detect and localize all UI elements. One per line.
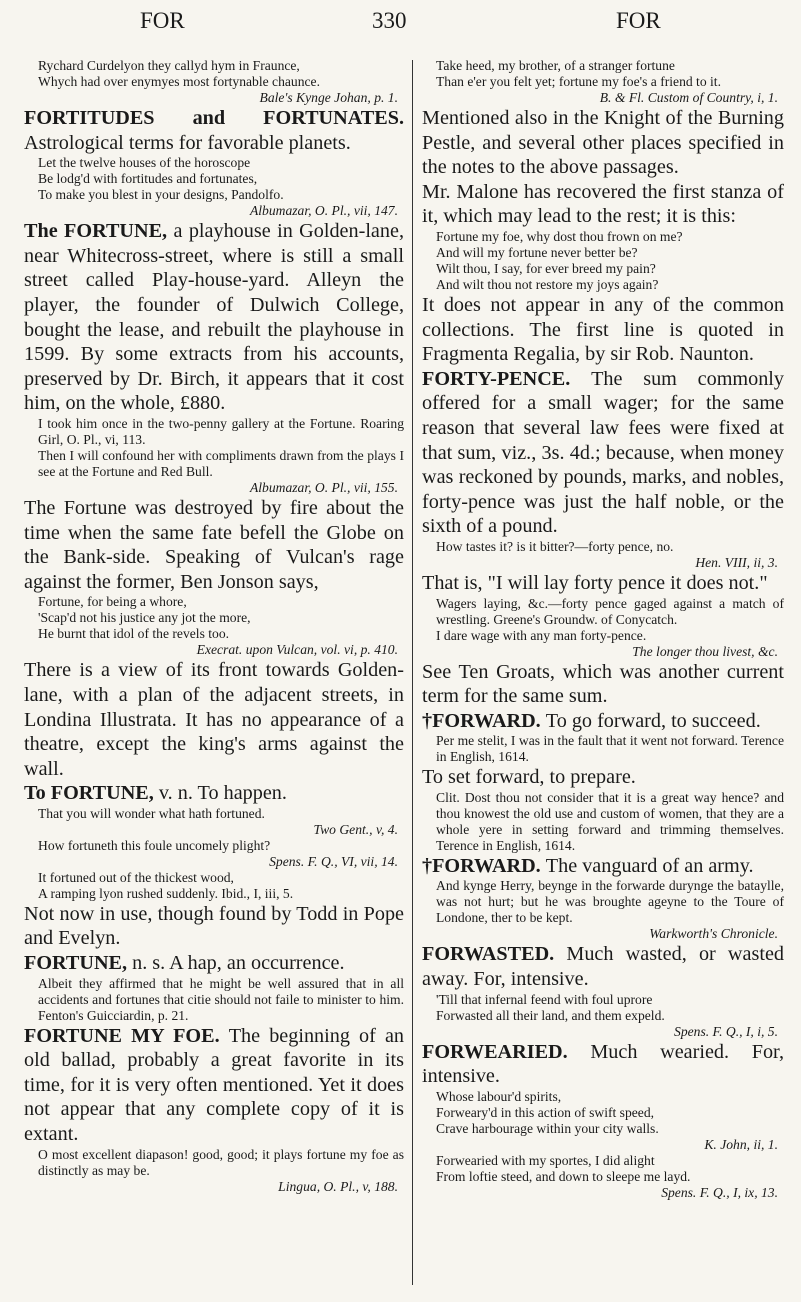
page-number: 330 — [372, 8, 407, 33]
quotation-line: O most excellent diapason! good, good; it plays fortune my foe as distinctly as may be. — [38, 1146, 404, 1178]
entry-headword: †FORWARD. — [422, 854, 546, 877]
quotation-line: Rychard Curdelyon they callyd hym in Fraunce, — [38, 58, 300, 73]
citation: The longer thou livest, &c. — [632, 643, 778, 659]
entry-headword: FORWASTED. — [422, 943, 567, 966]
running-head-right: FOR — [616, 8, 661, 33]
citation: Spens. F. Q., VI, vii, 14. — [269, 853, 398, 869]
entry-text: Not now in use, though found by Todd in Pope and Evelyn. — [24, 902, 404, 950]
entry-text: The sum commonly offered for a small wager; for the same reason that several law fees were fixed at that sum, viz., 3s. 4d.; because, when money was reckoned by pounds, marks, and nobles, forty-pence was just the half noble, or the sixth of a pound. — [422, 367, 785, 538]
quotation-line: 'Scap'd not his justice any jot the more, — [38, 610, 251, 626]
entry-headword: The FORTUNE, — [24, 220, 174, 243]
entry-paragraph — [422, 660, 784, 709]
entry-paragraph — [422, 942, 784, 991]
entry-headword: To FORTUNE, — [24, 782, 159, 805]
quotation-line: From loftie steed, and down to sleepe me layd. — [436, 1168, 691, 1184]
entry-text: To go forward, to succeed. — [545, 709, 761, 732]
citation: Albumazar, O. Pl., vii, 147. — [249, 203, 398, 219]
quotation-line: Per me stelit, I was in the fault that it went not forward. Terence in English, 1614. — [436, 733, 784, 765]
entry-headword: FORTITUDES and FORTUNATES. — [24, 107, 404, 129]
entry-text: There is a view of its front towards Golden-lane, with a plan of the adjacent streets, in Londina Illustrata. It has no appearance of a theatre, except the king's arms against the wall. — [24, 659, 404, 780]
entry-paragraph — [422, 180, 784, 229]
quotation-line: Wilt thou, I say, for ever breed my pain? — [436, 260, 656, 276]
entry-text: The beginning of an old ballad, probably a great favorite in its time, for it is very often mentioned. Yet it does not appear that any complete copy of it is extant. — [24, 1024, 405, 1146]
entry-paragraph — [422, 293, 784, 367]
citation: Execrat. upon Vulcan, vol. vi, p. 410. — [196, 642, 398, 658]
quotation-line: To make you blest in your designs, Pandolfo. — [38, 187, 284, 203]
entry-headword: FORWEARIED. — [422, 1040, 591, 1063]
entry-text: That is, "I will lay forty pence it does not." — [422, 571, 768, 594]
entry-paragraph — [24, 951, 404, 976]
entry-text: Much wearied. For, intensive. — [422, 1040, 784, 1088]
entry-headword: FORTUNE MY FOE. — [24, 1024, 229, 1047]
entry-text: v. n. To happen. — [158, 782, 287, 805]
entry-text: It does not appear in any of the common collections. The first line is quoted in Fragmenta Regalia, by sir Rob. Naunton. — [422, 293, 784, 366]
quotation-line: Take heed, my brother, of a stranger fortune — [436, 58, 675, 73]
citation: Lingua, O. Pl., v, 188. — [278, 1178, 398, 1194]
citation: Two Gent., v, 4. — [313, 821, 398, 837]
quotation-line: 'Till that infernal feend with foul uprore — [436, 991, 653, 1007]
column-divider — [412, 60, 413, 1285]
quotation-line: Than e'er you felt yet; fortune my foe's a friend to it. — [436, 74, 721, 89]
entry-headword: †FORWARD. — [422, 709, 546, 732]
left-column — [24, 58, 404, 1195]
entry-text: See Ten Groats, which was another current term for the same sum. — [422, 660, 784, 708]
quotation-line: It fortuned out of the thickest wood, — [38, 869, 234, 885]
quotation-line: He burnt that idol of the revels too. — [38, 626, 230, 642]
entry-text: The Fortune was destroyed by fire about the time when the same fate befell the Globe on the Bank-side. Speaking of Vulcan's rage against the former, Ben Jonson says, — [24, 496, 404, 593]
entry-text: Much wasted, or wasted away. For, intensive. — [422, 943, 784, 991]
entry-text: a playhouse in Golden-lane, near Whitecross-street, where is still a small street called Play-house-yard. Alleyn the player, the founder of Dulwich College, bought the lease, and rebuilt the playhouse in 1599. By some extracts from his accounts, preserved by Dr. Birch, it appears that it cost him, on the whole, £880. — [24, 220, 404, 415]
entry-paragraph — [422, 765, 784, 790]
quotation-line: How tastes it? is it bitter?—forty pence, no. — [436, 538, 674, 554]
entry-paragraph — [24, 1024, 404, 1147]
quotation-line: Be lodg'd with fortitudes and fortunates, — [38, 171, 258, 187]
quotation-line: How fortuneth this foule uncomely plight? — [38, 837, 271, 853]
citation: Spens. F. Q., I, ix, 13. — [661, 1184, 778, 1200]
entry-paragraph — [24, 496, 404, 594]
quotation-line: Crave harbourage within your city walls. — [436, 1120, 659, 1136]
entry-paragraph — [422, 367, 784, 539]
quotation-line: Fortune my foe, why dost thou frown on me? — [436, 228, 683, 244]
entry-headword: FORTUNE, — [24, 952, 133, 975]
citation: Hen. VIII, ii, 3. — [695, 554, 778, 570]
quotation-line: Forwearied with my sportes, I did alight — [436, 1152, 655, 1168]
citation: B. & Fl. Custom of Country, i, 1. — [599, 90, 778, 105]
entry-paragraph — [24, 106, 404, 155]
entry-paragraph — [24, 902, 404, 951]
entry-paragraph — [24, 658, 404, 781]
quotation-line: Then I will confound her with compliments drawn from the plays I see at the Fortune and Red Bull. — [38, 447, 404, 479]
entry-text: The vanguard of an army. — [545, 854, 754, 877]
quotation-line: Forwasted all their land, and them expeld. — [436, 1007, 665, 1023]
entry-paragraph — [24, 219, 404, 416]
entry-text: To set forward, to prepare. — [422, 766, 636, 789]
quotation-line: That you will wonder what hath fortuned. — [38, 805, 265, 821]
quotation-line: Whose labour'd spirits, — [436, 1088, 562, 1104]
quotation-line: Whych had over enymyes most fortynable chaunce. — [38, 74, 320, 89]
entry-text: Astrological terms for favorable planets. — [24, 131, 351, 154]
citation: Albumazar, O. Pl., vii, 155. — [249, 479, 398, 495]
entry-paragraph — [24, 781, 404, 806]
entry-paragraph — [422, 1040, 784, 1089]
entry-text: n. s. A hap, an occurrence. — [132, 952, 345, 975]
right-column — [422, 58, 784, 1201]
page-header — [0, 8, 801, 44]
citation: K. John, ii, 1. — [704, 1136, 778, 1152]
quotation-line: Fortune, for being a whore, — [38, 594, 187, 610]
quotation-line: And will my fortune never better be? — [436, 244, 638, 260]
quotation-line: I took him once in the two-penny gallery at the Fortune. Roaring Girl, O. Pl., vi, 113. — [38, 415, 404, 447]
quotation-line: A ramping lyon rushed suddenly. Ibid., I, iii, 5. — [38, 885, 294, 901]
citation: Warkworth's Chronicle. — [649, 926, 778, 942]
quotation-line: Albeit they affirmed that he might be well assured that in all accidents and fortunes that citie should not faile to minister to him. Fenton's Guicciardin, p. 21. — [38, 975, 404, 1023]
entry-paragraph — [422, 709, 784, 734]
entry-paragraph — [422, 571, 784, 596]
quotation-line: Wagers laying, &c.—forty pence gaged against a match of wrestling. Greene's Groundw. of Conycatch. — [436, 595, 784, 627]
quotation-line: Forweary'd in this action of swift speed, — [436, 1104, 655, 1120]
citation: Bale's Kynge Johan, p. 1. — [259, 90, 398, 105]
citation: Spens. F. Q., I, i, 5. — [674, 1023, 778, 1039]
entry-paragraph — [422, 854, 784, 879]
running-head-left: FOR — [140, 8, 185, 33]
quotation-line: I dare wage with any man forty-pence. — [436, 627, 647, 643]
entry-text: Mentioned also in the Knight of the Burning Pestle, and several other places specified in the notes to the above passages. — [422, 107, 784, 179]
quotation-line: Clit. Dost thou not consider that it is a great way hence? and thou knowest the old use and custom of women, that they are a whole yere in setting forward and trimming themselves. Terence in English, 1614. — [436, 789, 784, 853]
quotation-line: And kynge Herry, beynge in the forwarde durynge the bataylle, was not hurt; but he was broughte ageyne to the Toure of Londone, ther to be kept. — [436, 878, 784, 926]
quotation-line: And wilt thou not restore my joys again? — [436, 276, 659, 292]
entry-paragraph — [422, 106, 784, 180]
entry-headword: FORTY-PENCE. — [422, 367, 592, 390]
entry-text: Mr. Malone has recovered the first stanza of it, which may lead to the rest; it is this: — [422, 180, 784, 228]
quotation-line: Let the twelve houses of the horoscope — [38, 155, 251, 171]
